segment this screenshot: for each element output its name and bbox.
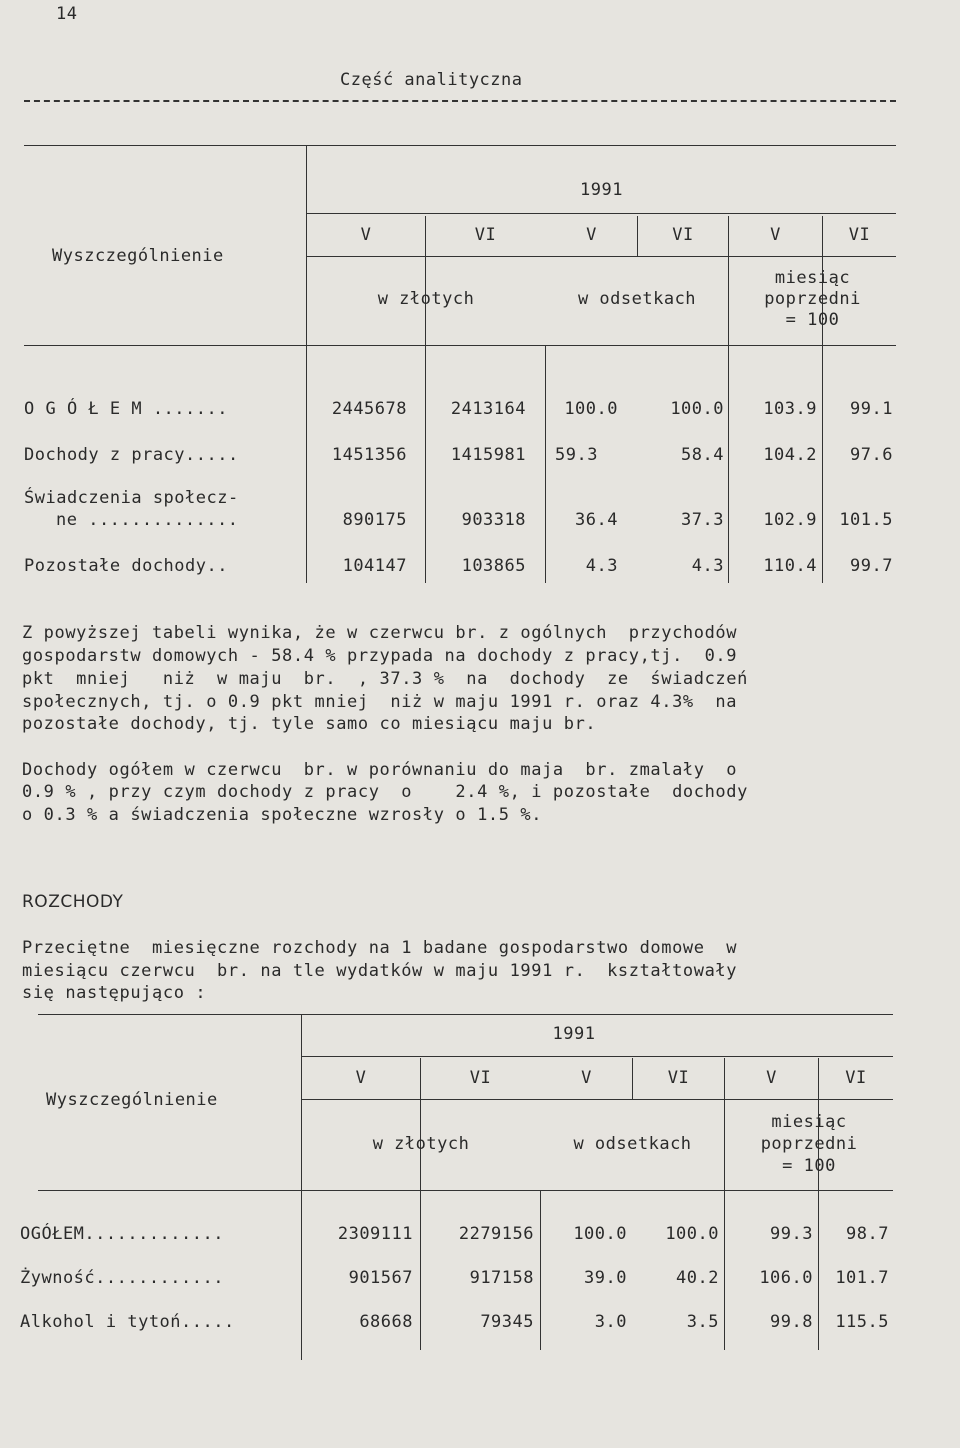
table1-month-rule [307, 256, 896, 257]
cell-value: 4.3 [585, 556, 618, 576]
cell-value: 99.7 [850, 556, 893, 576]
section-heading: ROZCHODY [22, 892, 124, 912]
table1-unit-miesiac: poprzedni [764, 289, 861, 309]
paragraph-line: się następująco : [22, 983, 207, 1003]
row-label: Pozostałe dochody.. [24, 556, 228, 576]
cell-value: 100.0 [665, 1224, 719, 1244]
cell-value: 890175 [342, 510, 407, 530]
table1-unit-odsetkach: w odsetkach [577, 289, 697, 309]
header-rule [24, 100, 896, 102]
table1-unit-miesiac: = 100 [785, 310, 840, 330]
row-label: Świadczenia społecz- [24, 488, 239, 508]
paragraph-line: społecznych, tj. o 0.9 pkt mniej niż w maju 1991 r. oraz 4.3% na [22, 692, 738, 712]
paragraph-line: 0.9 % , przy czym dochody z pracy o 2.4 %, i pozostałe dochody [22, 782, 748, 802]
table1-month: V [770, 225, 781, 245]
table2-vline [724, 1058, 725, 1350]
table1-year: 1991 [580, 180, 623, 200]
table1-unit-zlotych: w złotych [377, 289, 475, 309]
cell-value: 104.2 [763, 445, 817, 465]
table2-month: V [766, 1068, 777, 1088]
cell-value: 2413164 [450, 399, 526, 419]
table2-vline [420, 1058, 421, 1350]
table2-month: VI [845, 1068, 867, 1088]
table1-header-rule [24, 345, 896, 346]
paragraph-line: gospodarstw domowych - 58.4 % przypada na dochody z pracy,tj. 0.9 [22, 646, 738, 666]
table2-month: VI [667, 1068, 690, 1088]
table1-month: VI [848, 225, 871, 245]
table1-col-label: Wyszczególnienie [52, 246, 224, 266]
cell-value: 2445678 [331, 399, 407, 419]
row-label: Żywność............ [20, 1268, 224, 1288]
table2-top-border [38, 1014, 893, 1015]
cell-value: 2279156 [458, 1224, 534, 1244]
cell-value: 100.0 [573, 1224, 627, 1244]
cell-value: 110.4 [763, 556, 817, 576]
table2-unit-miesiac: = 100 [782, 1156, 836, 1176]
cell-value: 903318 [461, 510, 526, 530]
table2-unit-odsetkach: w odsetkach [573, 1134, 692, 1154]
cell-value: 4.3 [691, 556, 724, 576]
page-header-title: Część analityczna [340, 70, 523, 90]
cell-value: 103.9 [763, 399, 817, 419]
cell-value: 99.3 [770, 1224, 813, 1244]
cell-value: 40.2 [676, 1268, 719, 1288]
cell-value: 2309111 [337, 1224, 413, 1244]
table1-month: VI [474, 225, 497, 245]
cell-value: 99.8 [770, 1312, 813, 1332]
paragraph-line: o 0.3 % a świadczenia społeczne wzrosły o 1.5 %. [22, 805, 543, 825]
cell-value: 1451356 [331, 445, 407, 465]
row-label: O G Ó Ł E M ....... [24, 399, 228, 419]
table2-vline [818, 1058, 819, 1350]
table1-year-rule [307, 213, 896, 214]
cell-value: 58.4 [681, 445, 724, 465]
table2-year: 1991 [552, 1024, 596, 1044]
cell-value: 79345 [480, 1312, 534, 1332]
cell-value: 103865 [461, 556, 526, 576]
cell-value: 901567 [348, 1268, 413, 1288]
cell-value: 102.9 [763, 510, 817, 530]
table1-top-border [24, 145, 896, 146]
table2-month: V [355, 1068, 367, 1088]
paragraph-line: miesiącu czerwcu br. na tle wydatków w maju 1991 r. kształtowały [22, 961, 738, 981]
cell-value: 1415981 [450, 445, 526, 465]
table2-month-rule [302, 1099, 893, 1100]
table2-unit-miesiac: poprzedni [760, 1134, 858, 1154]
table1-unit-miesiac: miesiąc [774, 268, 851, 288]
page-number: 14 [56, 4, 78, 24]
table2-unit-zlotych: w złotych [372, 1134, 470, 1154]
table2-vline [301, 1014, 302, 1360]
table2-month: VI [469, 1068, 492, 1088]
cell-value: 97.6 [850, 445, 893, 465]
cell-value: 101.7 [835, 1268, 889, 1288]
paragraph-line: Dochody ogółem w czerwcu br. w porównaniu do maja br. zmalały o [22, 760, 738, 780]
table1-month: V [586, 225, 597, 245]
cell-value: 99.1 [850, 399, 893, 419]
cell-value: 3.0 [594, 1312, 627, 1332]
table1-month: VI [672, 225, 694, 245]
row-label: OGÓŁEM............. [20, 1224, 224, 1244]
row-label: Dochody z pracy..... [24, 445, 239, 465]
row-label: Alkohol i tytoń..... [20, 1312, 235, 1332]
cell-value: 3.5 [686, 1312, 719, 1332]
table2-month: V [581, 1068, 592, 1088]
row-label-continuation: ne .............. [56, 510, 239, 530]
table2-unit-miesiac: miesiąc [771, 1112, 847, 1132]
table2-year-rule [302, 1056, 893, 1057]
cell-value: 917158 [469, 1268, 534, 1288]
cell-value: 115.5 [835, 1312, 889, 1332]
table2-col-label: Wyszczególnienie [46, 1090, 218, 1110]
cell-value: 104147 [342, 556, 407, 576]
cell-value: 68668 [359, 1312, 413, 1332]
cell-value: 100.0 [564, 399, 618, 419]
paragraph-line: pkt mniej niż w maju br. , 37.3 % na dochody ze świadczeń [22, 669, 748, 689]
cell-value: 59.3 [555, 445, 598, 465]
paragraph-line: Z powyższej tabeli wynika, że w czerwcu br. z ogólnych przychodów [22, 623, 738, 643]
cell-value: 101.5 [839, 510, 893, 530]
table2-header-rule [38, 1190, 893, 1191]
paragraph-line: pozostałe dochody, tj. tyle samo co miesiącu maju br. [22, 714, 597, 734]
cell-value: 106.0 [759, 1268, 813, 1288]
cell-value: 98.7 [846, 1224, 889, 1244]
cell-value: 100.0 [670, 399, 724, 419]
cell-value: 36.4 [575, 510, 618, 530]
cell-value: 37.3 [681, 510, 724, 530]
table1-month: V [360, 225, 372, 245]
paragraph-line: Przeciętne miesięczne rozchody na 1 badane gospodarstwo domowe w [22, 938, 738, 958]
cell-value: 39.0 [584, 1268, 627, 1288]
